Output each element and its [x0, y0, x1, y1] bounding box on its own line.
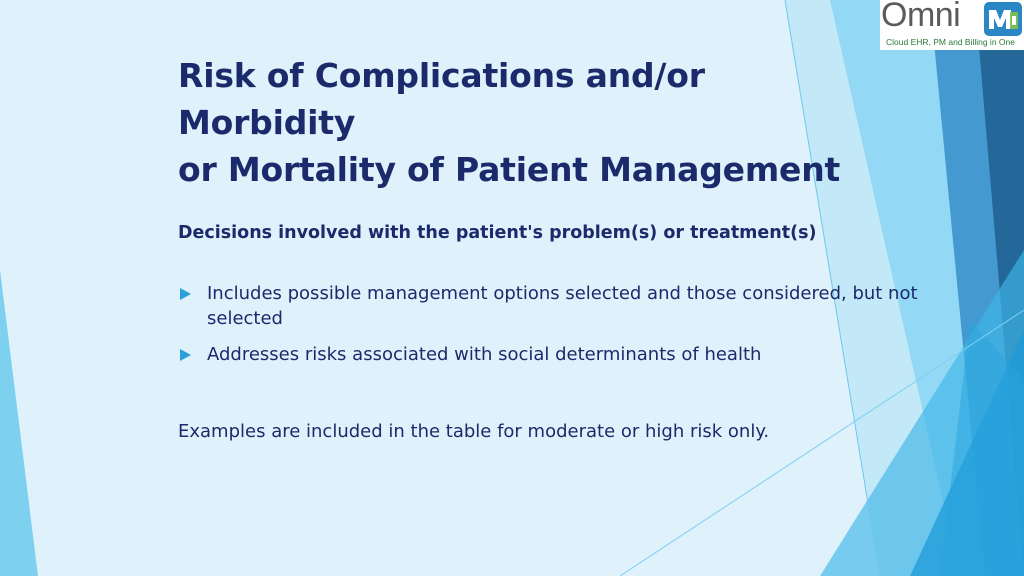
omnimd-mark-icon — [984, 2, 1022, 36]
omnimd-logo — [880, 0, 1024, 50]
triangle-right-icon — [180, 349, 191, 361]
bullet-text: Includes possible management options selected and those considered, but not selected — [207, 283, 918, 329]
bullet-text: Addresses risks associated with social determinants of health — [207, 344, 762, 365]
bullet-list — [178, 281, 968, 378]
bullet-item — [178, 281, 968, 331]
slide-title — [178, 52, 878, 193]
bullet-item — [178, 342, 968, 367]
slide-title-line-2: or Mortality of Patient Management — [178, 150, 841, 189]
triangle-right-icon — [180, 288, 191, 300]
slide-subheading: Decisions involved with the patient's problem(s) or treatment(s) — [178, 223, 817, 243]
logo-wordmark: Omni — [881, 0, 961, 34]
slide-note: Examples are included in the table for moderate or high risk only. — [178, 421, 770, 442]
logo-tagline: Cloud EHR, PM and Billing in One — [886, 37, 1015, 47]
slide-title-line-1: Risk of Complications and/or Morbidity — [178, 56, 705, 142]
